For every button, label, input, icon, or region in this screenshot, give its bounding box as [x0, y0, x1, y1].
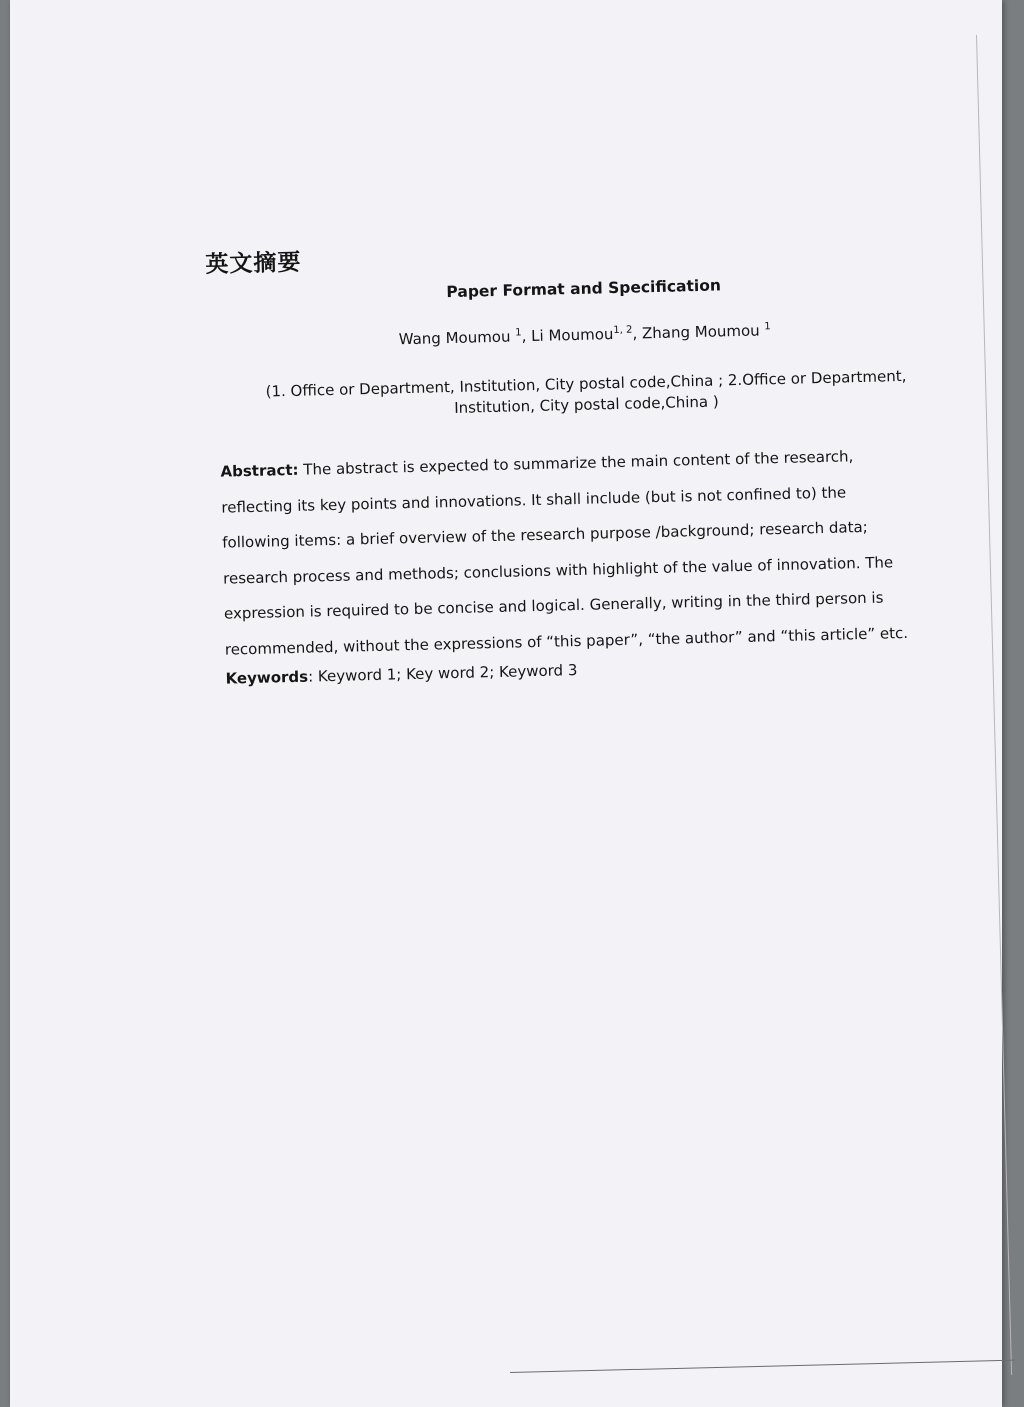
author-name: Wang Moumou	[398, 327, 516, 349]
paper-title: Paper Format and Specification	[446, 276, 722, 302]
author-affiliation-mark: 1	[515, 327, 522, 339]
paper-page	[10, 0, 1002, 1407]
page-edge	[510, 1360, 1015, 1373]
keywords-list: : Keyword 1; Key word 2; Keyword 3	[307, 661, 578, 686]
section-heading: 英文摘要	[205, 249, 302, 278]
author-list	[207, 318, 922, 353]
abstract-body: The abstract is expected to summarize the main content of the research, reflecting its key points and innovations. It shall include (but is not confined to) the following items: a brief overview of the research purpose /background; research data; research process and methods; conclusions with highlight of the value of innovation. The expression is required to be concise and logical. Generally, writing in the third person is recommended, without the expressions of “this paper”, “the author” and “this article” etc.	[221, 447, 909, 659]
author-separator: ,	[632, 324, 643, 343]
abstract-paragraph	[210, 438, 915, 668]
author-affiliation-mark: 1	[764, 321, 771, 333]
page-edge	[976, 35, 1024, 1375]
author-name: Zhang Moumou	[641, 321, 765, 343]
document-content	[205, 229, 931, 688]
author-affiliation-mark: 1, 2	[613, 324, 633, 337]
abstract-label: Abstract:	[220, 460, 299, 481]
keywords-label: Keywords	[225, 667, 309, 688]
affiliation-text: (1. Office or Department, Institution, City postal code,China ; 2.Office or Department, Institution, City postal code,China )	[265, 366, 907, 417]
author-name: Li Moumou	[530, 325, 614, 346]
author-separator: ,	[521, 327, 532, 346]
